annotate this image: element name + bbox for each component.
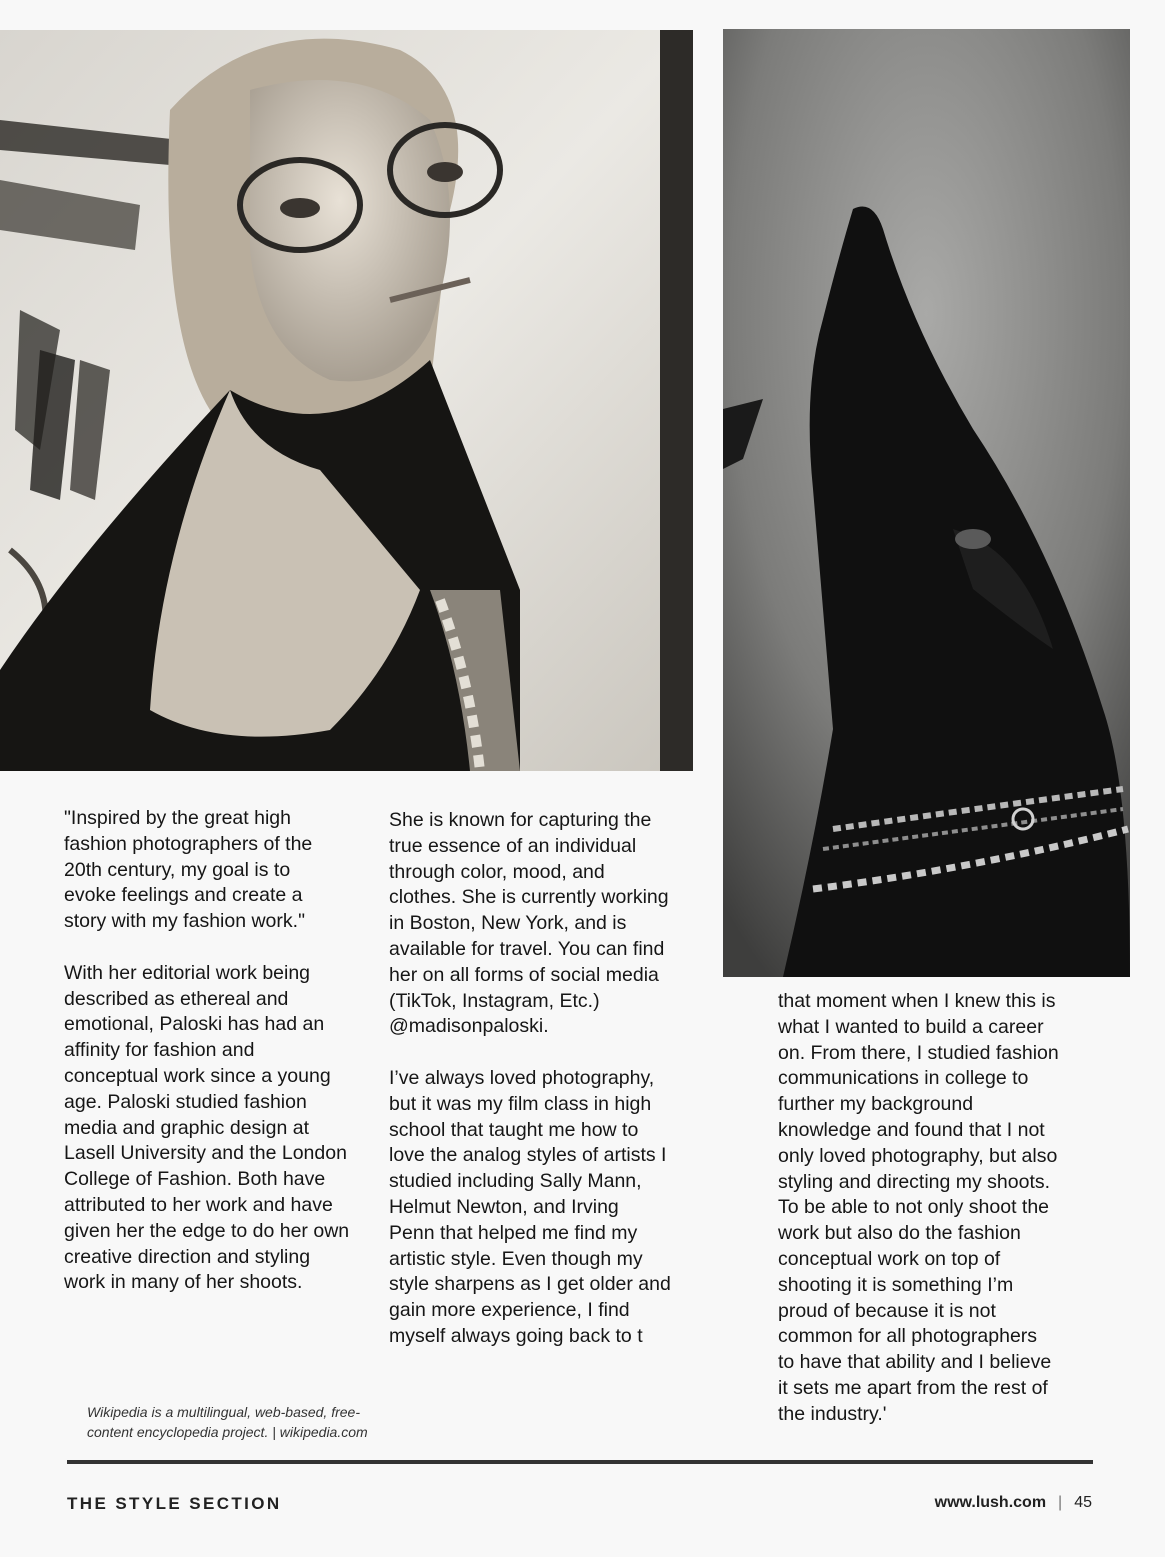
dog-image [723,29,1130,977]
article-column-2 [389,808,694,1350]
footer-divider [67,1460,1093,1464]
bio-paragraph-2: She is known for capturing the true essence of an individual through color, mood, and clothes. She is currently working in Boston, New York, and is available for travel. You can find her on all forms of social media (TikTok, Instagram, Etc.) @madisonpaloski. [389,809,669,1038]
bio-paragraph: With her editorial work being described as ethereal and emotional, Paloski has had an affinity for fashion and conceptual work since a young age. Paloski studied fashion media and graphic design at Lasell University and the London College of Fashion. Both have attributed to her work and have given her the edge to do her own creative direction and styling work in many of her shoots. [64,961,350,1294]
dog-photo [723,29,1130,977]
quote-paragraph: "Inspired by the great high fashion photographers of the 20th century, my goal is to evoke feelings and create a story with my fashion work." [64,807,313,933]
page-number: 45 [1074,1494,1092,1511]
website-link[interactable]: www.lush.com [934,1494,1047,1511]
section-name: THE STYLE SECTION [67,1494,282,1513]
footer-separator: | [1058,1494,1063,1511]
footer-right [935,1494,1092,1512]
portrait-photo [0,30,693,771]
article-column-3 [778,989,1098,1428]
article-column-1 [64,806,374,1296]
portrait-image [0,30,693,771]
photo-caption: Wikipedia is a multilingual, web-based, free- content encyclopedia project. | wikipedia.com [87,1404,368,1440]
quote-paragraph-2: I’ve always loved photography, but it was my film class in high school that taught me how to love the analog styles of artists I studied including Sally Mann, Helmut Newton, and Irving Penn that helped me find my artistic style. Even though my style sharpens as I get older and gain more experience, I find myself always going back to t [389,1066,671,1347]
quote-continuation: that moment when I knew this is what I wanted to build a career on. From there, I studied fashion communications in college to further my background knowledge and found that I not only loved photography, but also styling and directing my shoots. To be able to not only shoot the work but also do the fashion conceptual work on top of shooting it is something I’m proud of because it is not common for all photographers to have that ability and I believe it sets me apart from the rest of the industry.' [778,990,1059,1425]
